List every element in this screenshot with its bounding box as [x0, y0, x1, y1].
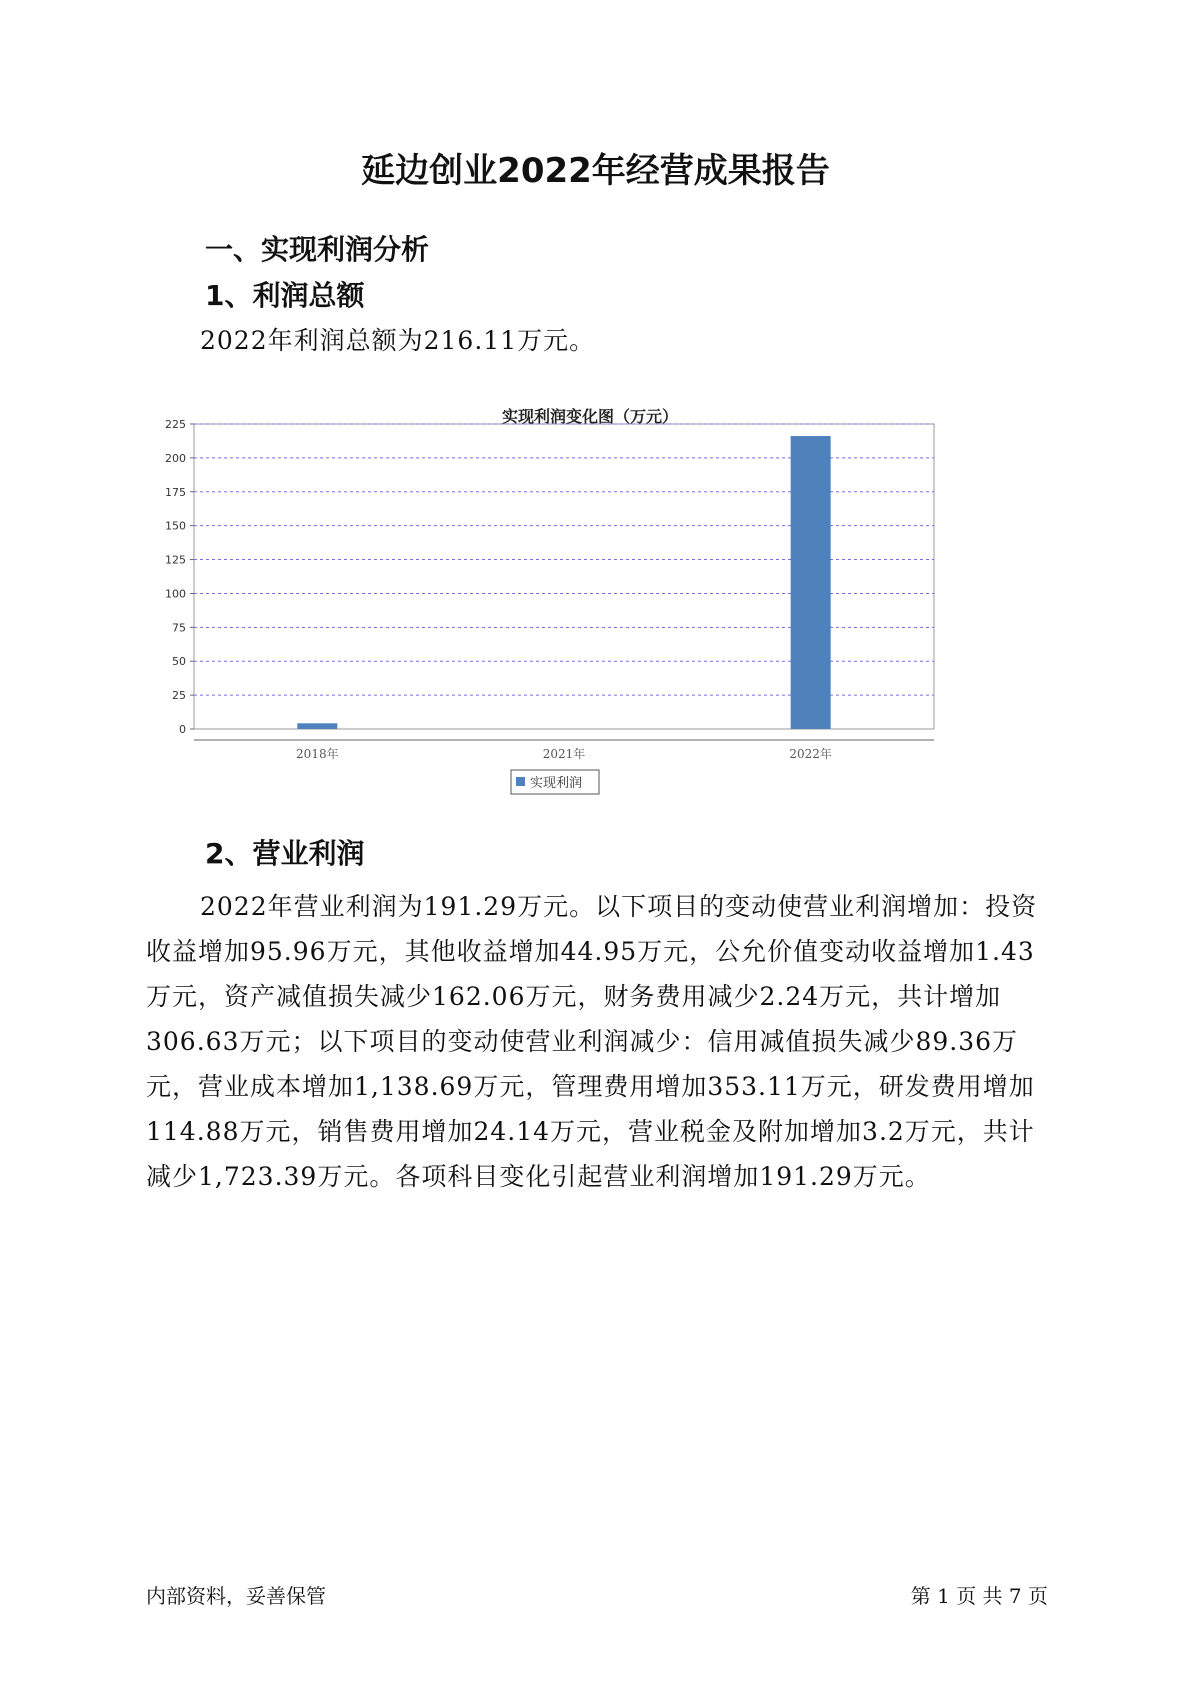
- total-profit-paragraph: 2022年利润总额为216.11万元。: [200, 326, 596, 355]
- profit-bar-chart: [150, 400, 1030, 875]
- operating-profit-paragraph: 2022年营业利润为191.29万元。以下项目的变动使营业利润增加：投资收益增加95.96万元，其他收益增加44.95万元，公允价值变动收益增加1.43万元，资产减值损失减少162.06万元，财务费用减少2.24万元，共计增加306.63万元；以下项目的变动使营业利润减少：信用减值损失减少89.36万元，营业成本增加1,138.69万元，管理费用增加353.11万元，研发费用增加114.88万元，销售费用增加24.14万元，营业税金及附加增加3.2万元，共计减少1,723.39万元。各项科目变化引起营业利润增加191.29万元。: [146, 892, 1038, 1191]
- bar-2018年: [297, 723, 337, 729]
- x-tick-label: 2022年: [789, 747, 832, 761]
- report-title: 延边创业2022年经营成果报告: [361, 151, 830, 191]
- y-tick-label: 75: [172, 621, 186, 635]
- x-tick-label: 2021年: [542, 747, 586, 761]
- chart-bars: [297, 436, 830, 729]
- chart-title: 实现利润变化图（万元）: [501, 407, 679, 426]
- footer-page-number: 第 1 页 共 7 页: [910, 1584, 1048, 1608]
- x-tick-label: 2018年: [296, 747, 339, 761]
- y-tick-label: 0: [179, 723, 186, 736]
- y-tick-label: 175: [165, 485, 186, 499]
- y-tick-label: 125: [165, 553, 186, 567]
- bar-2022年: [791, 436, 831, 729]
- y-tick-label: 150: [165, 519, 186, 533]
- legend-swatch: [516, 777, 525, 786]
- profit-chart-svg: [150, 400, 1030, 875]
- subsection-heading-total-profit: 1、利润总额: [205, 279, 365, 312]
- y-tick-label: 25: [172, 689, 186, 703]
- section-heading-profit-analysis: 一、实现利润分析: [205, 233, 430, 266]
- chart-y-axis: [165, 418, 194, 736]
- y-tick-label: 100: [165, 587, 186, 601]
- footer-confidential-note: 内部资料，妥善保管: [146, 1584, 326, 1608]
- chart-legend: [511, 770, 599, 794]
- legend-label: 实现利润: [530, 776, 583, 791]
- chart-x-axis: [194, 740, 934, 761]
- y-tick-label: 225: [165, 418, 186, 431]
- y-tick-label: 200: [165, 451, 186, 465]
- subsection-heading-operating-profit: 2、营业利润: [205, 837, 365, 870]
- y-tick-label: 50: [172, 655, 186, 669]
